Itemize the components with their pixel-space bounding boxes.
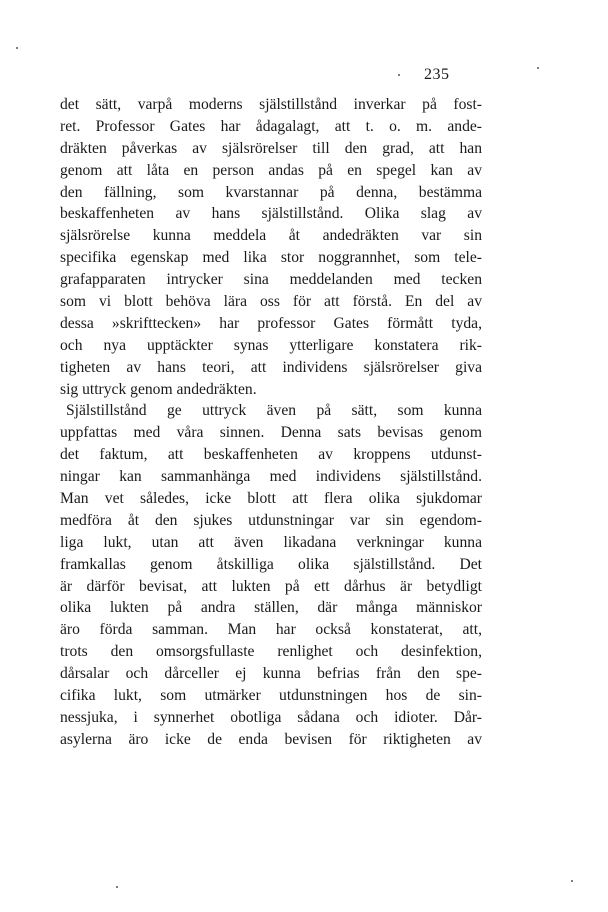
scan-speck xyxy=(398,74,400,76)
text-line: sig uttryck genom andedräkten. xyxy=(60,380,257,398)
text-line: liga lukt, utan att även likadana verkningar kunna xyxy=(60,533,482,551)
text-line: den fällning, som kvarstannar på denna, bestämma xyxy=(60,183,482,201)
text-line: uppfattas med våra sinnen. Denna sats bevisas genom xyxy=(60,424,482,442)
text-line: grafapparaten intrycker sina meddelanden med tecken xyxy=(60,271,482,289)
text-line: äro förda samman. Man har också konstaterat, att, xyxy=(60,621,482,639)
text-line: genom att låta en person andas på en spegel kan av xyxy=(60,161,482,179)
body-text xyxy=(60,94,482,751)
text-line: ret. Professor Gates har ådagalagt, att t. o. m. ande- xyxy=(60,117,482,135)
text-line: beskaffenheten av hans själstillstånd. Olika slag av xyxy=(60,205,482,223)
text-line: är därför bevisat, att lukten på ett dårhus är betydligt xyxy=(60,577,482,595)
text-line: asylerna äro icke de enda bevisen för riktigheten av xyxy=(60,730,482,748)
text-line: Själstillstånd ge uttryck även på sätt, som kunna xyxy=(66,402,482,420)
text-line: det sätt, varpå moderns själstillstånd inverkar på fost- xyxy=(60,96,482,113)
text-line: själsrörelse kunna meddela åt andedräkten var sin xyxy=(60,227,482,245)
page-number: 235 xyxy=(424,66,450,83)
text-line: och nya upptäckter synas ytterligare konstatera rik- xyxy=(60,336,482,354)
text-line: specifika egenskap med lika stor noggrannhet, som tele- xyxy=(60,249,482,267)
text-line: Man vet således, icke blott att flera olika sjukdomar xyxy=(60,490,482,508)
text-line: ningar kan sammanhänga med individens själstillstånd. xyxy=(60,468,482,486)
text-line: olika lukten på andra ställen, där många människor xyxy=(60,599,482,617)
text-line: dräkten påverkas av själsrörelser till den grad, att han xyxy=(60,139,482,157)
text-line: trots den omsorgsfullaste renlighet och desinfektion, xyxy=(60,643,482,661)
text-line: nessjuka, i synnerhet obotliga sådana och idioter. Dår- xyxy=(60,708,482,726)
text-line: framkallas genom åtskilliga olika själstillstånd. Det xyxy=(60,555,482,573)
scan-speck xyxy=(16,47,18,49)
scan-speck xyxy=(116,886,118,888)
scan-speck xyxy=(537,67,539,69)
text-line: som vi blott behöva lära oss för att förstå. En del av xyxy=(60,293,482,311)
text-line: dessa »skrifttecken» har professor Gates förmått tyda, xyxy=(60,314,482,332)
text-line: tigheten av hans teori, att individens själsrörelser giva xyxy=(60,358,482,376)
text-line: cifika lukt, som utmärker utdunstningen hos de sin- xyxy=(60,687,482,705)
text-line: dårsalar och dårceller ej kunna befrias från den spe- xyxy=(60,665,482,683)
text-line: medföra åt den sjukes utdunstningar var sin egendom- xyxy=(60,511,482,529)
scan-speck xyxy=(571,880,573,882)
text-line: det faktum, att beskaffenheten av kroppens utdunst- xyxy=(60,446,482,464)
